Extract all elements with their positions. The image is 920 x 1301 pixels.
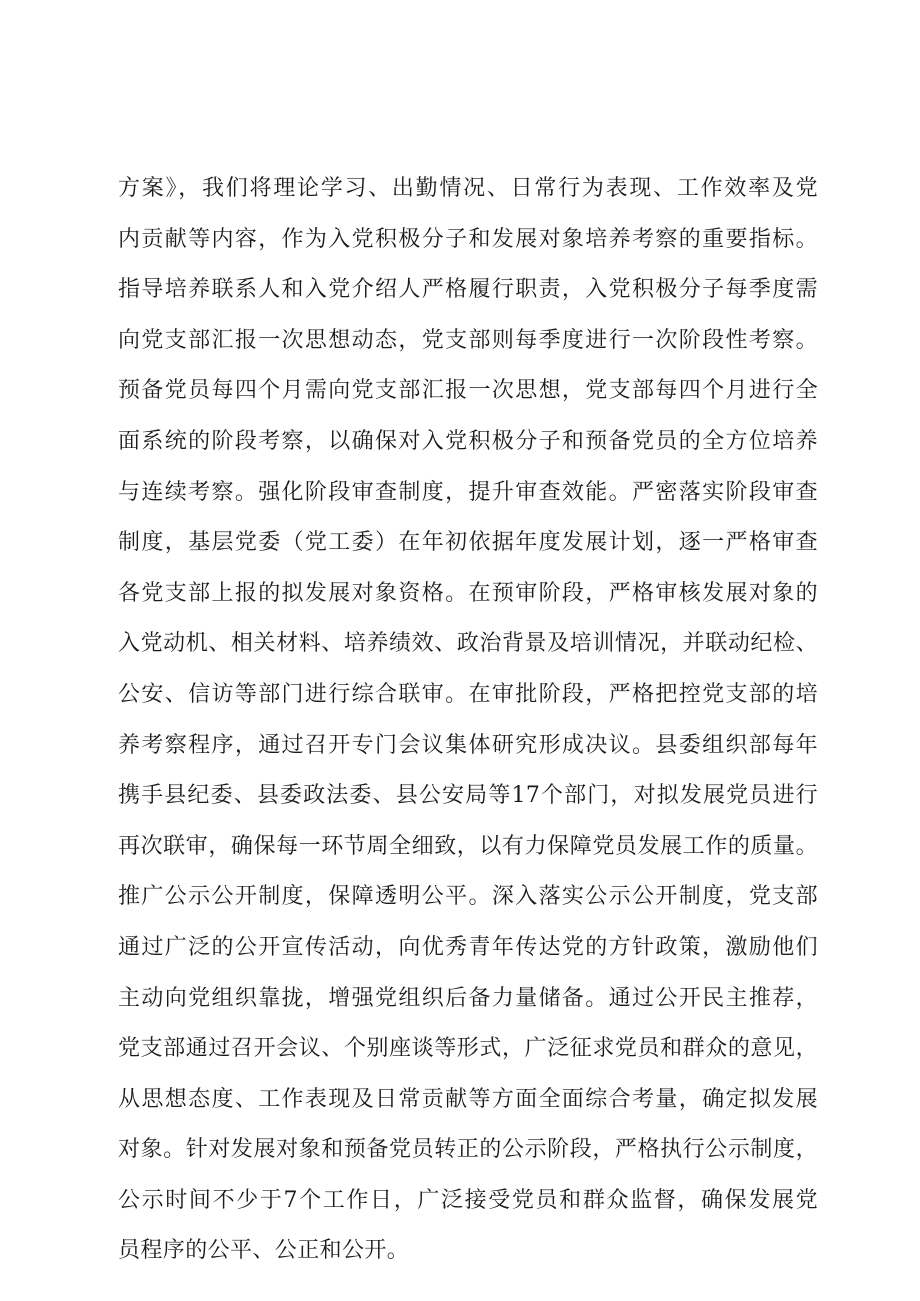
text-line: 公安、信访等部门进行综合联审。在审批阶段，严格把控党支部的培 — [118, 681, 818, 707]
text-line: 推广公示公开制度，保障透明公平。深入落实公示公开制度，党支部 — [118, 884, 818, 910]
text-line: 面系统的阶段考察，以确保对入党积极分子和预备党员的全方位培养 — [118, 428, 818, 454]
text-line: 从思想态度、工作表现及日常贡献等方面全面综合考量，确定拟发展 — [118, 1086, 818, 1112]
text-line: 内贡献等内容，作为入党积极分子和发展对象培养考察的重要指标。 — [118, 226, 818, 252]
text-line: 对象。针对发展对象和预备党员转正的公示阶段，严格执行公示制度， — [118, 1137, 818, 1163]
text-line: 指导培养联系人和入党介绍人严格履行职责，入党积极分子每季度需 — [118, 277, 818, 303]
text-line: 与连续考察。强化阶段审查制度，提升审查效能。严密落实阶段审查 — [118, 479, 818, 505]
text-line: 通过广泛的公开宣传活动，向优秀青年传达党的方针政策，激励他们 — [118, 934, 818, 960]
text-line: 方案》，我们将理论学习、出勤情况、日常行为表现、工作效率及党 — [118, 176, 818, 201]
text-line: 再次联审，确保每一环节周全细致，以有力保障党员发展工作的质量。 — [118, 833, 818, 859]
text-line: 养考察程序，通过召开专门会议集体研究形成决议。县委组织部每年 — [118, 732, 818, 758]
text-line: 入党动机、相关材料、培养绩效、政治背景及培训情况，并联动纪检、 — [118, 631, 818, 657]
text-line: 主动向党组织靠拢，增强党组织后备力量储备。通过公开民主推荐， — [118, 985, 818, 1011]
text-line: 预备党员每四个月需向党支部汇报一次思想，党支部每四个月进行全 — [118, 378, 818, 404]
text-line-last: 员程序的公平、公正和公开。 — [118, 1238, 410, 1264]
text-line: 向党支部汇报一次思想动态，党支部则每季度进行一次阶段性考察。 — [118, 327, 818, 353]
text-line: 制度，基层党委（党工委）在年初依据年度发展计划，逐一严格审查 — [118, 530, 818, 556]
body-paragraph — [118, 164, 818, 1277]
text-line: 公示时间不少于7个工作日，广泛接受党员和群众监督，确保发展党 — [118, 1187, 818, 1213]
text-line: 携手县纪委、县委政法委、县公安局等17个部门，对拟发展党员进行 — [118, 783, 818, 809]
text-line: 各党支部上报的拟发展对象资格。在预审阶段，严格审核发展对象的 — [118, 580, 818, 606]
text-line: 党支部通过召开会议、个别座谈等形式，广泛征求党员和群众的意见， — [118, 1036, 818, 1062]
